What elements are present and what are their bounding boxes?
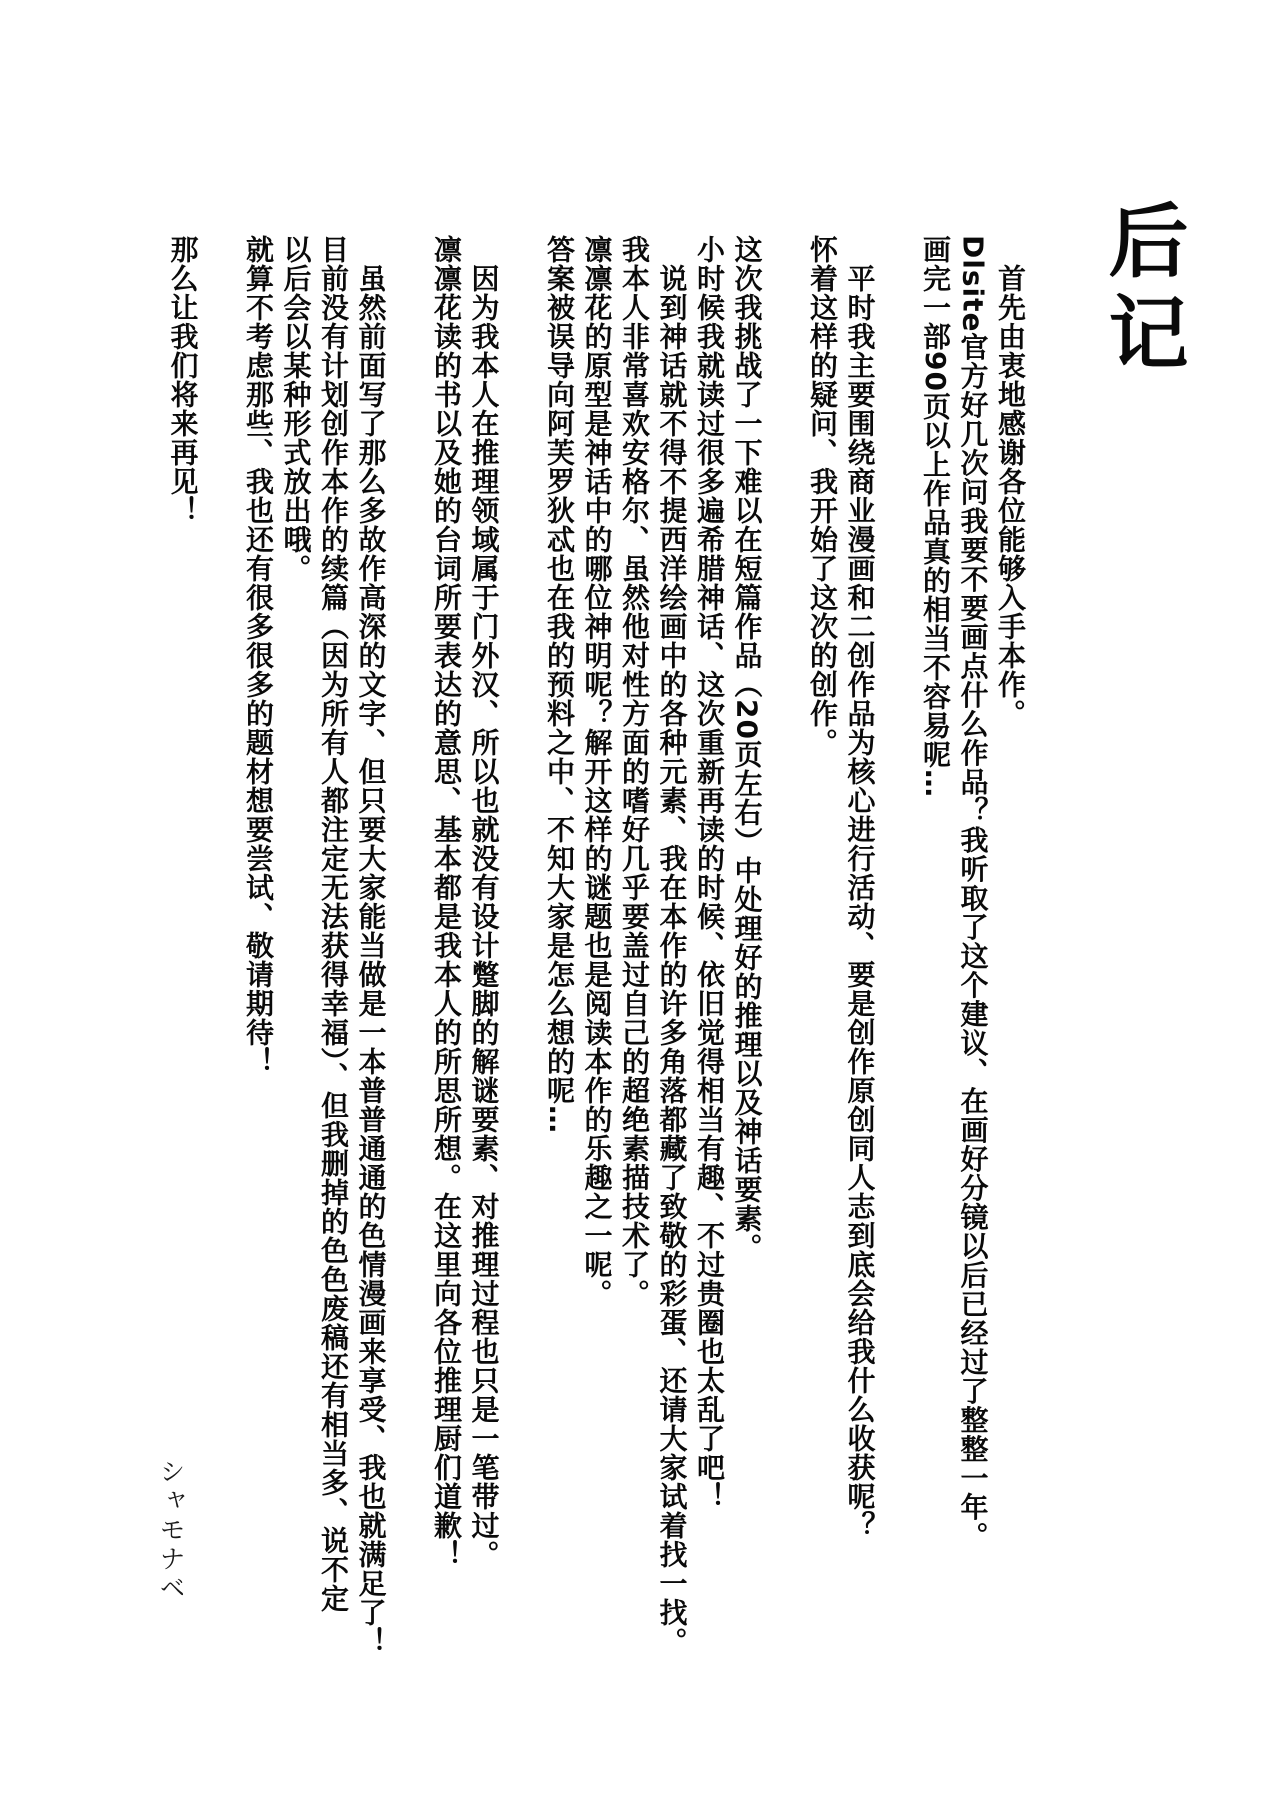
- text-line: 这次我挑战了一下难以在短篇作品（20页左右）中处理好的推理以及神话要素。: [730, 235, 764, 1262]
- text-line: 因为我本人在推理领域属于门外汉、所以也就没有设计蹩脚的解谜要素、对推理过程也只是一笔带过。: [467, 235, 501, 1569]
- text-line: 以后会以某种形式放出哦。: [279, 235, 313, 583]
- paragraph: [240, 235, 390, 1759]
- text-line: 就算不考虑那些、我也还有很多很多的题材想要尝试、敬请期待！: [242, 235, 275, 1076]
- text-line: 凛凛花读的书以及她的台词所要表达的意思、基本都是我本人的所思所想。在这里向各位推理厨们道歉！: [430, 235, 463, 1569]
- text-line: 首先由衷地感谢各位能够入手本作。: [994, 235, 1027, 728]
- text-line: 平时我主要围绕商业漫画和二创作品为核心进行活动、要是创作原创同人志到底会给我什么收获呢？: [843, 235, 877, 1540]
- paragraph: [804, 235, 879, 1759]
- text-line: Dlsite官方好几次问我要不要画点什么作品？我听取了这个建议、在画好分镜以后已经过了整整一年。: [956, 235, 990, 1551]
- text-line: 虽然前面写了那么多故作高深的文字、但只要大家能当做是一本普普通通的色情漫画来享受、我也就满足了！: [354, 235, 388, 1656]
- paragraph: [917, 235, 1030, 1759]
- paragraph: [541, 235, 766, 1759]
- author-signature: シャモナベ: [155, 1458, 185, 1603]
- text-line: 答案被误导向阿芙罗狄忒也在我的预料之中、不知大家是怎么想的呢…: [543, 235, 576, 1134]
- text-line: 怀着这样的疑问、我开始了这次的创作。: [806, 235, 839, 757]
- text-line: 画完一部90页以上作品真的相当不容易呢…: [919, 235, 952, 798]
- text-line: 那么让我们将来再见！: [166, 235, 200, 525]
- text-line: 我本人非常喜欢安格尔、虽然他对性方面的嗜好几乎要盖过自己的超绝素描技术了。: [618, 235, 651, 1308]
- text-line: 小时候我就读过很多遍希腊神话、这次重新再读的时候、依旧觉得相当有趣、不过贵圈也太乱了吧！: [693, 235, 726, 1511]
- paragraph: [428, 235, 503, 1759]
- page-title: 后记: [1095, 199, 1188, 383]
- text-line: 说到神话就不得不提西洋绘画中的各种元素、我在本作的许多角落都藏了致敬的彩蛋、还请大家试着找一找。: [655, 235, 689, 1656]
- text-line: 凛凛花的原型是神话中的哪位神明呢？解开这样的谜题也是阅读本作的乐趣之一呢。: [580, 235, 614, 1308]
- text-line: 目前没有计划创作本作的续篇（因为所有人都注定无法获得幸福）、但我删掉的色色废稿还有相当多、说不定: [317, 235, 350, 1613]
- afterword-text: [164, 199, 1188, 1759]
